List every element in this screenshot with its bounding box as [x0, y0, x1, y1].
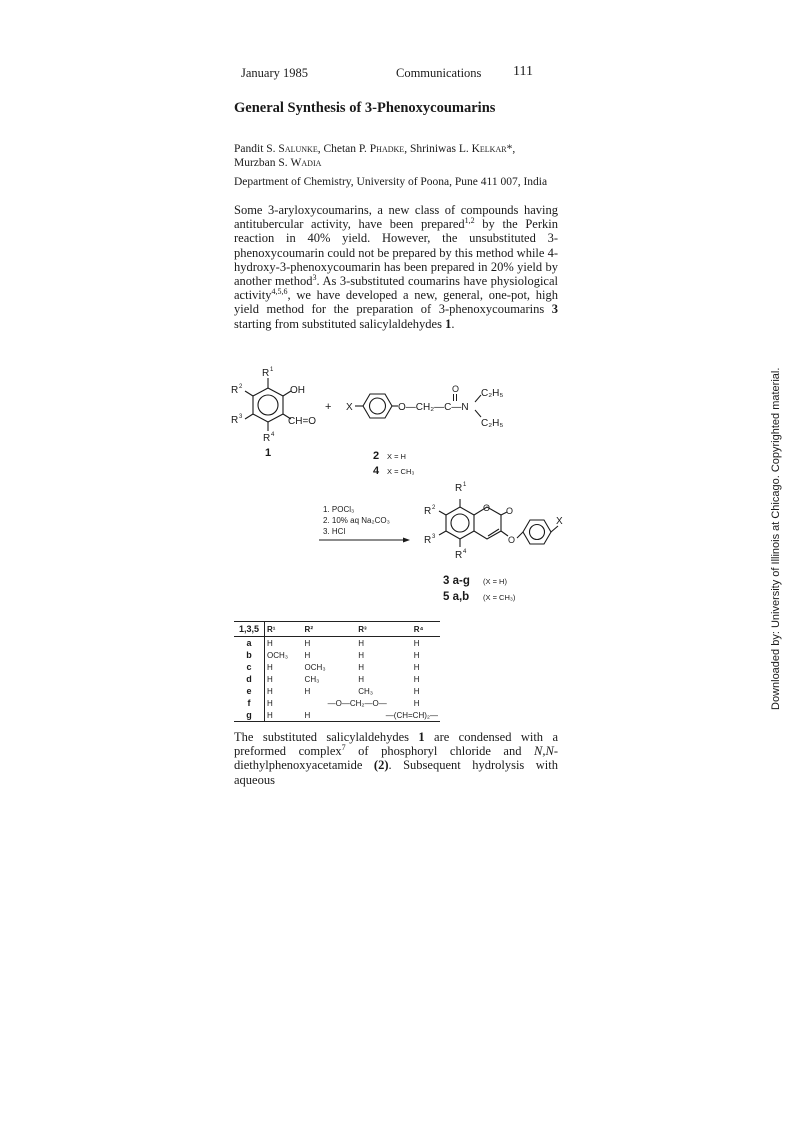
intro-paragraph [234, 203, 558, 331]
cell: OCH₃ [267, 650, 289, 660]
cell: H [358, 650, 364, 660]
italic-text: N,N [534, 744, 554, 759]
text-run: -diethylphenoxyacetamide [234, 744, 558, 773]
ring-oxygen: O [483, 503, 491, 513]
product-r3-sup: 3 [432, 534, 436, 540]
amide-chain: O—CH₂—C—N [398, 402, 469, 413]
substituent-table [234, 621, 440, 722]
col-header: R⁴ [412, 622, 440, 637]
author-first: Murzban S. [234, 157, 291, 169]
carbonyl-oxygen: O [452, 384, 460, 394]
author-list [234, 142, 564, 170]
compound-number: 1 [445, 316, 452, 331]
cell: H [413, 638, 420, 648]
compound-3-x: (X = H) [483, 577, 507, 586]
author-sep: , [512, 143, 516, 155]
text-run: . Subsequent hydrolysis with aqueous [234, 758, 558, 787]
product-r3: R [424, 535, 432, 546]
cell: H [267, 662, 273, 672]
ethyl-group: C₂H₅ [481, 388, 504, 399]
cell: H [304, 638, 311, 648]
product-r1: R [455, 483, 463, 494]
table-row [234, 709, 440, 722]
cell: H [358, 674, 364, 684]
cell: OCH₃ [304, 662, 326, 672]
ether-oxygen: O [508, 535, 516, 545]
author-sep: , [404, 143, 410, 155]
cell: H [413, 662, 420, 672]
author-last: Salunke [278, 143, 318, 155]
coumarin-structure [439, 499, 558, 547]
col-header: 1,3,5 [234, 622, 265, 637]
col-header: R¹ [265, 622, 303, 637]
cell: H [358, 662, 364, 672]
cell: H [358, 638, 364, 648]
author-last: Wadia [290, 157, 322, 169]
text-run: . [451, 316, 455, 331]
body-paragraph [234, 730, 558, 787]
hydroxyl-label: OH [290, 385, 305, 396]
condition-step: 1. POCl₃ [323, 505, 355, 514]
row-key: a [234, 637, 265, 650]
substituent-x: X [346, 402, 353, 413]
product-r4-sup: 4 [463, 549, 467, 555]
author-first: Chetan P. [323, 143, 370, 155]
reference-mark: 3 [312, 272, 317, 282]
reference-mark: 4,5,6 [271, 287, 288, 297]
r4-sup: 4 [271, 432, 275, 438]
table-row [234, 673, 440, 685]
cell: —(CH=CH)₂— [356, 709, 440, 722]
r1-label: R [262, 368, 270, 379]
compound-5-x: (X = CH₃) [483, 593, 516, 602]
ethyl-group: C₂H₅ [481, 418, 504, 429]
product-r1-sup: 1 [463, 482, 467, 488]
header-date: January 1985 [241, 66, 308, 80]
author-first: Shriniwas L. [409, 143, 472, 155]
r2-label: R [231, 385, 239, 396]
compound-2-x: X = H [387, 452, 406, 461]
corresponding-mark: * [506, 143, 513, 155]
cell: H [413, 698, 420, 708]
text-run: Some 3-aryloxycoumarins, a new class of compounds having antitubercular activity, have been prepared [234, 203, 558, 232]
cell: H [267, 686, 273, 696]
col-header: R² [303, 622, 357, 637]
author-sep: , [317, 143, 324, 155]
table-row [234, 637, 440, 650]
compound-4-label: 4 [373, 465, 380, 477]
author-last: Kelkar [471, 143, 507, 155]
cell: CH₃ [304, 674, 320, 684]
cell: H [413, 686, 420, 696]
compound-4-x: X = CH₃ [387, 467, 415, 476]
cell: H [267, 638, 273, 648]
text-run: of phosphoryl chloride and [345, 744, 535, 759]
lactone-oxygen: O [506, 506, 514, 516]
aldehyde-label: CH=O [288, 416, 317, 427]
product-r4: R [455, 550, 463, 561]
table-row [234, 685, 440, 697]
plus-sign: + [325, 401, 332, 413]
compound-number: 1 [418, 730, 425, 744]
cell: —O—CH₂—O— [327, 698, 387, 708]
compound-3-label: 3 a-g [443, 575, 470, 587]
reaction-arrow [319, 538, 410, 543]
col-header: R³ [356, 622, 412, 637]
cell: H [267, 674, 273, 684]
product-x: X [556, 516, 563, 527]
text-run: by the Perkin reaction in 40% yield. However, the unsubstituted 3-phenoxycoumarin could not be prepared by this method while 4-hydroxy-3-phenoxycoumarin has been prepared in 20% yield by another method [234, 217, 558, 289]
cell: H [304, 686, 311, 696]
compound-number: 3 [551, 302, 558, 317]
r2-sup: 2 [239, 384, 243, 390]
cell: H [413, 650, 420, 660]
header-page-number: 111 [513, 64, 533, 79]
condition-step: 3. HCl [323, 527, 346, 536]
compound-5-label: 5 a,b [443, 591, 470, 603]
table-row [234, 697, 440, 709]
r4-label: R [263, 433, 271, 444]
row-key: g [234, 709, 265, 722]
row-key: e [234, 685, 265, 697]
author-first: Pandit S. [234, 143, 279, 155]
row-key: b [234, 649, 265, 661]
reference-mark: 7 [341, 743, 346, 753]
salicylaldehyde-structure [245, 378, 291, 431]
r1-sup: 1 [270, 367, 274, 373]
row-key: f [234, 697, 265, 709]
product-r2: R [424, 506, 432, 517]
compound-number: (2) [373, 758, 389, 773]
cell: H [267, 698, 273, 708]
phenoxy-ring [355, 394, 398, 418]
author-last: Phadke [369, 143, 405, 155]
table-row [234, 649, 440, 661]
cell: H [265, 709, 303, 722]
article-title: General Synthesis of 3-Phenoxycoumarins [234, 100, 496, 116]
cell: H [304, 650, 311, 660]
reference-mark: 1,2 [464, 216, 475, 226]
table-row [234, 661, 440, 673]
cell: H [413, 674, 420, 684]
header-journal: Communications [396, 66, 482, 80]
cell: H [303, 709, 357, 722]
r3-label: R [231, 415, 239, 426]
reaction-scheme [225, 362, 575, 617]
text-run: , we have developed a new, general, one-pot, high yield method for the preparation of 3-phenoxycoumarins [234, 288, 558, 317]
table-header-row [234, 622, 440, 637]
download-notice: Downloaded by: University of Illinois at Chicago. Copyrighted material. [770, 367, 782, 710]
r3-sup: 3 [239, 414, 243, 420]
text-run: The substituted salicylaldehydes [234, 730, 419, 744]
condition-step: 2. 10% aq Na₂CO₃ [323, 516, 390, 525]
text-run: are condensed with a preformed complex [234, 730, 558, 759]
text-run: . As 3-substituted coumarins have physiological activity [234, 274, 558, 303]
row-key: d [234, 673, 265, 685]
product-r2-sup: 2 [432, 505, 436, 511]
text-run: starting from substituted salicylaldehydes [234, 316, 446, 331]
compound-2-label: 2 [373, 450, 380, 462]
row-key: c [234, 661, 265, 673]
compound-1-label: 1 [265, 447, 272, 459]
affiliation: Department of Chemistry, University of Poona, Pune 411 007, India [234, 176, 548, 188]
cell: CH₃ [358, 686, 374, 696]
